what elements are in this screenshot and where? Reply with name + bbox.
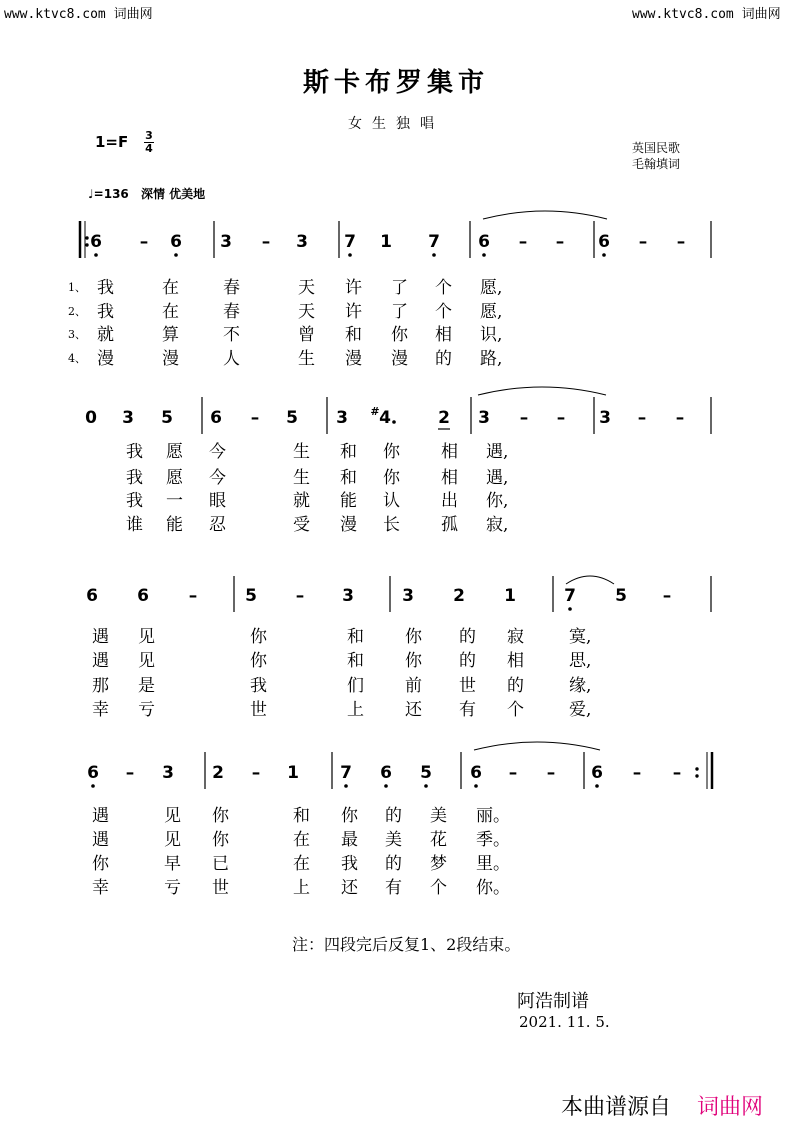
lyric-2-2-6: 你 bbox=[383, 468, 400, 488]
lyric-3-3-4: 们 bbox=[347, 676, 364, 696]
lyric-2-3-6: 认 bbox=[383, 491, 400, 511]
note-4-12: – bbox=[546, 763, 556, 783]
lyric-1-1-8: 愿, bbox=[480, 278, 503, 298]
note-4-4: 2 bbox=[212, 763, 224, 783]
arranger-credit: 阿浩制谱 bbox=[517, 991, 589, 1012]
lyric-4-1-7: 美 bbox=[430, 806, 447, 826]
lyric-2-3-5: 能 bbox=[340, 491, 357, 511]
lyric-4-1-4: 和 bbox=[293, 806, 310, 826]
note-2-7: 3 bbox=[336, 408, 348, 428]
lyric-2-1-6: 你 bbox=[383, 442, 400, 462]
lyric-2-2-4: 生 bbox=[293, 468, 310, 488]
lyric-2-2-3: 今 bbox=[209, 468, 226, 488]
low-octave-dot-4-1 bbox=[91, 784, 95, 788]
note-3-8: 2 bbox=[453, 586, 465, 606]
note-1-8: 1 bbox=[380, 232, 392, 252]
sharp-sign-2-8: # bbox=[370, 405, 380, 418]
lyric-1-4-8: 路, bbox=[480, 349, 503, 369]
lyric-4-3-2: 早 bbox=[164, 854, 181, 874]
lyric-4-4-6: 有 bbox=[385, 878, 402, 898]
lyric-2-4-7: 孤 bbox=[441, 515, 458, 535]
lyric-3-1-8: 寞, bbox=[569, 627, 592, 647]
lyric-1-3-1: 就 bbox=[97, 325, 114, 345]
augmentation-dot-2-8 bbox=[392, 420, 396, 424]
note-3-4: 5 bbox=[245, 586, 257, 606]
note-3-12: – bbox=[662, 586, 672, 606]
lyric-2-1-4: 生 bbox=[293, 442, 310, 462]
lyric-1-1-4: 天 bbox=[298, 278, 315, 298]
note-4-2: – bbox=[125, 763, 135, 783]
note-1-6: 3 bbox=[296, 232, 308, 252]
lyric-2-1-3: 今 bbox=[209, 442, 226, 462]
lyric-1-3-3: 不 bbox=[223, 325, 240, 345]
lyric-2-2-1: 我 bbox=[126, 468, 143, 488]
lyric-2-3-2: 一 bbox=[166, 491, 183, 511]
lyric-1-2-7: 个 bbox=[435, 302, 452, 322]
lyric-2-4-2: 能 bbox=[166, 515, 183, 535]
lyric-1-2-5: 许 bbox=[345, 302, 362, 322]
low-octave-dot-1-13 bbox=[602, 253, 606, 257]
lyric-4-2-8: 季。 bbox=[476, 830, 510, 850]
lyric-4-2-4: 在 bbox=[293, 830, 310, 850]
lyric-4-3-5: 我 bbox=[341, 854, 358, 874]
lyric-3-1-3: 你 bbox=[250, 627, 267, 647]
lyric-3-3-8: 缘, bbox=[569, 676, 592, 696]
lyric-3-1-2: 见 bbox=[138, 627, 155, 647]
lyric-1-3-5: 和 bbox=[345, 325, 362, 345]
lyric-3-4-4: 上 bbox=[347, 700, 364, 720]
tie-slur-2 bbox=[478, 387, 606, 395]
note-1-5: – bbox=[261, 232, 271, 252]
lyric-2-3-8: 你, bbox=[486, 491, 509, 511]
lyric-2-3-3: 眼 bbox=[209, 491, 226, 511]
lyric-2-1-7: 相 bbox=[441, 442, 458, 462]
lyric-1-1-1: 我 bbox=[97, 278, 114, 298]
note-1-15: – bbox=[676, 232, 686, 252]
tempo-value: ♩=136 bbox=[88, 187, 129, 201]
lyric-4-2-2: 见 bbox=[164, 830, 181, 850]
note-3-7: 3 bbox=[402, 586, 414, 606]
lyric-1-2-8: 愿, bbox=[480, 302, 503, 322]
note-4-15: – bbox=[672, 763, 682, 783]
origin-credit: 英国民歌 bbox=[632, 141, 681, 155]
lyric-2-2-5: 和 bbox=[340, 468, 357, 488]
note-1-14: – bbox=[638, 232, 648, 252]
lyric-4-4-3: 世 bbox=[212, 878, 229, 898]
note-2-1: 0 bbox=[85, 408, 97, 428]
low-octave-dot-1-10 bbox=[482, 253, 486, 257]
lyric-3-4-6: 有 bbox=[459, 700, 476, 720]
note-1-11: – bbox=[518, 232, 528, 252]
lyric-3-2-5: 你 bbox=[405, 651, 422, 671]
lyric-2-4-3: 忍 bbox=[209, 515, 226, 535]
lyric-3-2-4: 和 bbox=[347, 651, 364, 671]
lyric-2-4-1: 谁 bbox=[126, 515, 143, 535]
song-subtitle: 女生独唱 bbox=[348, 116, 444, 132]
lyric-1-3-2: 算 bbox=[162, 325, 179, 345]
lyric-3-2-7: 相 bbox=[507, 651, 524, 671]
lyric-2-4-5: 漫 bbox=[340, 515, 357, 535]
low-octave-dot-4-8 bbox=[384, 784, 388, 788]
lyric-2-2-2: 愿 bbox=[166, 468, 183, 488]
lyric-2-1-8: 遇, bbox=[486, 442, 509, 462]
lyric-3-3-7: 的 bbox=[507, 676, 524, 696]
tie-slur-4 bbox=[474, 742, 600, 750]
lyric-4-3-7: 梦 bbox=[430, 854, 447, 874]
lyric-3-4-7: 个 bbox=[507, 700, 524, 720]
meter-bottom: 4 bbox=[145, 142, 153, 155]
lyric-1-4-7: 的 bbox=[435, 349, 452, 369]
lyric-1-1-3: 春 bbox=[223, 278, 240, 298]
note-2-8: 4 bbox=[379, 408, 391, 428]
repeat-end-dot-upper-4 bbox=[695, 767, 698, 770]
note-2-15: – bbox=[675, 408, 685, 428]
arrangement-date: 2021. 11. 5. bbox=[519, 1013, 610, 1031]
lyric-4-3-1: 你 bbox=[92, 854, 109, 874]
lyric-1-4-1: 漫 bbox=[97, 349, 114, 369]
note-4-13: 6 bbox=[591, 763, 603, 783]
note-2-11: – bbox=[519, 408, 529, 428]
lyric-1-4-5: 漫 bbox=[345, 349, 362, 369]
lyric-4-2-6: 美 bbox=[385, 830, 402, 850]
lyric-3-2-8: 思, bbox=[569, 651, 592, 671]
repeat-dot-upper-1 bbox=[85, 236, 88, 239]
lyric-4-1-2: 见 bbox=[164, 806, 181, 826]
lyric-4-4-1: 幸 bbox=[92, 878, 109, 898]
lyric-4-1-1: 遇 bbox=[92, 806, 109, 826]
verse-number-2: 2、 bbox=[68, 305, 86, 318]
note-4-3: 3 bbox=[162, 763, 174, 783]
song-title: 斯卡布罗集市 bbox=[302, 68, 489, 98]
lyric-4-4-4: 上 bbox=[293, 878, 310, 898]
verse-number-1: 1、 bbox=[68, 281, 86, 294]
source-label: 本曲谱源自 bbox=[561, 1095, 672, 1120]
verse-number-3: 3、 bbox=[68, 328, 86, 341]
lyric-3-1-6: 的 bbox=[459, 627, 476, 647]
lyric-4-3-8: 里。 bbox=[476, 854, 510, 874]
lyric-3-4-3: 世 bbox=[250, 700, 267, 720]
lyric-4-1-6: 的 bbox=[385, 806, 402, 826]
source-site-link[interactable]: 词曲网 bbox=[697, 1095, 764, 1120]
lyric-2-4-8: 寂, bbox=[486, 515, 509, 535]
note-3-9: 1 bbox=[504, 586, 516, 606]
lyric-4-2-7: 花 bbox=[430, 830, 447, 850]
note-3-3: – bbox=[188, 586, 198, 606]
lyric-3-1-1: 遇 bbox=[92, 627, 109, 647]
expression-text: 深情 优美地 bbox=[140, 187, 206, 201]
repeat-end-dot-lower-4 bbox=[695, 774, 698, 777]
lyric-1-1-7: 个 bbox=[435, 278, 452, 298]
lyric-3-4-1: 幸 bbox=[92, 700, 109, 720]
note-2-14: – bbox=[637, 408, 647, 428]
lyric-3-1-5: 你 bbox=[405, 627, 422, 647]
note-4-14: – bbox=[632, 763, 642, 783]
lyric-1-2-1: 我 bbox=[97, 302, 114, 322]
lyric-1-1-2: 在 bbox=[162, 278, 179, 298]
lyric-1-3-7: 相 bbox=[435, 325, 452, 345]
note-1-4: 3 bbox=[220, 232, 232, 252]
lyric-2-2-7: 相 bbox=[441, 468, 458, 488]
note-4-5: – bbox=[251, 763, 261, 783]
note-2-13: 3 bbox=[599, 408, 611, 428]
tie-slur-3 bbox=[566, 576, 614, 584]
note-2-12: – bbox=[556, 408, 566, 428]
note-4-10: 6 bbox=[470, 763, 482, 783]
lyric-2-2-8: 遇, bbox=[486, 468, 509, 488]
lyric-3-4-8: 爱, bbox=[569, 700, 592, 720]
lyric-3-3-1: 那 bbox=[92, 676, 109, 696]
note-2-9: 2 bbox=[438, 408, 450, 428]
note-3-6: 3 bbox=[342, 586, 354, 606]
note-4-6: 1 bbox=[287, 763, 299, 783]
lyric-2-1-5: 和 bbox=[340, 442, 357, 462]
note-1-10: 6 bbox=[478, 232, 490, 252]
lyric-1-1-5: 许 bbox=[345, 278, 362, 298]
lyric-4-1-3: 你 bbox=[212, 806, 229, 826]
lyric-1-3-6: 你 bbox=[391, 325, 408, 345]
lyric-1-4-2: 漫 bbox=[162, 349, 179, 369]
lyric-4-3-6: 的 bbox=[385, 854, 402, 874]
low-octave-dot-4-9 bbox=[424, 784, 428, 788]
low-octave-dot-1-1 bbox=[94, 253, 98, 257]
lyric-1-3-4: 曾 bbox=[298, 325, 315, 345]
lyric-2-1-2: 愿 bbox=[166, 442, 183, 462]
lyric-4-2-3: 你 bbox=[212, 830, 229, 850]
lyric-3-2-2: 见 bbox=[138, 651, 155, 671]
note-2-10: 3 bbox=[478, 408, 490, 428]
lyric-1-4-6: 漫 bbox=[391, 349, 408, 369]
lyric-3-3-2: 是 bbox=[138, 676, 155, 696]
lyric-3-4-5: 还 bbox=[405, 700, 422, 720]
lyric-4-4-7: 个 bbox=[430, 878, 447, 898]
lyric-2-1-1: 我 bbox=[126, 442, 143, 462]
note-2-2: 3 bbox=[122, 408, 134, 428]
note-2-5: – bbox=[250, 408, 260, 428]
lyric-4-3-3: 已 bbox=[212, 854, 229, 874]
note-4-7: 7 bbox=[340, 763, 352, 783]
note-1-12: – bbox=[555, 232, 565, 252]
lyric-3-3-3: 我 bbox=[250, 676, 267, 696]
note-4-9: 5 bbox=[420, 763, 432, 783]
note-1-7: 7 bbox=[344, 232, 356, 252]
lyric-3-2-6: 的 bbox=[459, 651, 476, 671]
lyric-1-2-3: 春 bbox=[223, 302, 240, 322]
lyric-4-4-5: 还 bbox=[341, 878, 358, 898]
note-1-2: – bbox=[139, 232, 149, 252]
lyric-1-2-2: 在 bbox=[162, 302, 179, 322]
note-1-9: 7 bbox=[428, 232, 440, 252]
lyric-4-4-8: 你。 bbox=[476, 878, 510, 898]
lyric-4-2-5: 最 bbox=[341, 830, 358, 850]
low-octave-dot-1-9 bbox=[432, 253, 436, 257]
note-3-1: 6 bbox=[86, 586, 98, 606]
lyric-3-2-3: 你 bbox=[250, 651, 267, 671]
lyric-2-4-6: 长 bbox=[383, 515, 400, 535]
note-1-1: 6 bbox=[90, 232, 102, 252]
low-octave-dot-4-7 bbox=[344, 784, 348, 788]
lyric-3-4-2: 亏 bbox=[138, 700, 155, 720]
note-4-8: 6 bbox=[380, 763, 392, 783]
verse-number-4: 4、 bbox=[68, 352, 86, 365]
lyric-4-1-5: 你 bbox=[341, 806, 358, 826]
lyric-2-3-4: 就 bbox=[293, 491, 310, 511]
lyric-1-1-6: 了 bbox=[391, 278, 408, 298]
lyricist-credit: 毛翰填词 bbox=[632, 157, 681, 171]
note-2-3: 5 bbox=[161, 408, 173, 428]
low-octave-dot-1-3 bbox=[174, 253, 178, 257]
lyric-1-4-3: 人 bbox=[223, 349, 240, 369]
lyric-2-3-7: 出 bbox=[441, 491, 458, 511]
lyric-3-3-6: 世 bbox=[459, 676, 476, 696]
tie-slur-1 bbox=[483, 211, 607, 219]
note-3-2: 6 bbox=[137, 586, 149, 606]
lyric-3-3-5: 前 bbox=[405, 676, 422, 696]
lyric-1-2-4: 天 bbox=[298, 302, 315, 322]
low-octave-dot-3-10 bbox=[568, 607, 572, 611]
repeat-note: 注：四段完后反复1、2段结束。 bbox=[292, 935, 521, 954]
note-2-6: 5 bbox=[286, 408, 298, 428]
lyric-1-3-8: 识, bbox=[480, 325, 503, 345]
note-4-11: – bbox=[508, 763, 518, 783]
lyric-3-1-4: 和 bbox=[347, 627, 364, 647]
low-octave-dot-4-10 bbox=[474, 784, 478, 788]
lyric-4-3-4: 在 bbox=[293, 854, 310, 874]
key-signature: 1=F bbox=[95, 133, 129, 151]
lyric-1-2-6: 了 bbox=[391, 302, 408, 322]
lyric-4-1-8: 丽。 bbox=[476, 806, 510, 826]
lyric-2-3-1: 我 bbox=[126, 491, 143, 511]
note-3-5: – bbox=[295, 586, 305, 606]
note-3-11: 5 bbox=[615, 586, 627, 606]
note-2-4: 6 bbox=[210, 408, 222, 428]
low-octave-dot-1-7 bbox=[348, 253, 352, 257]
note-1-13: 6 bbox=[598, 232, 610, 252]
note-3-10: 7 bbox=[564, 586, 576, 606]
meter-top: 3 bbox=[145, 129, 153, 142]
repeat-dot-lower-1 bbox=[85, 243, 88, 246]
note-4-1: 6 bbox=[87, 763, 99, 783]
lyric-3-2-1: 遇 bbox=[92, 651, 109, 671]
lyric-1-4-4: 生 bbox=[298, 349, 315, 369]
lyric-4-2-1: 遇 bbox=[92, 830, 109, 850]
low-octave-dot-4-13 bbox=[595, 784, 599, 788]
lyric-4-4-2: 亏 bbox=[164, 878, 181, 898]
note-1-3: 6 bbox=[170, 232, 182, 252]
lyric-2-4-4: 受 bbox=[293, 515, 310, 535]
watermark-left: www.ktvc8.com 词曲网 bbox=[4, 7, 153, 22]
lyric-3-1-7: 寂 bbox=[507, 627, 524, 647]
watermark-right: www.ktvc8.com 词曲网 bbox=[632, 7, 781, 22]
